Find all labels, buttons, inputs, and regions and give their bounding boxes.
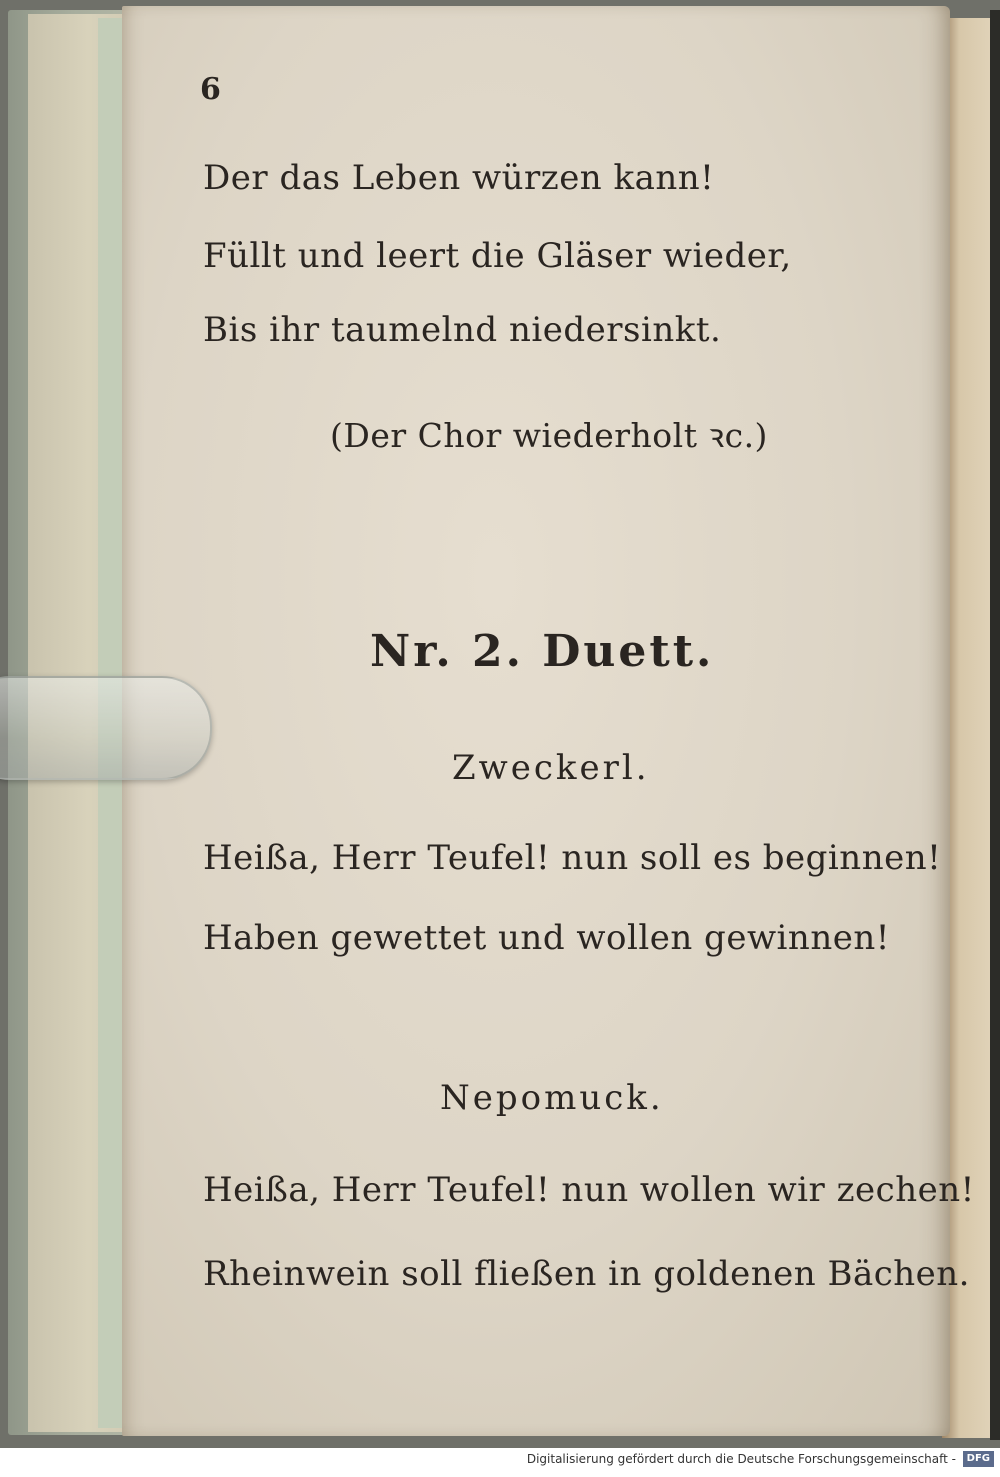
page-number: 6	[200, 72, 221, 107]
section-heading: Nr. 2. Duett.	[370, 626, 715, 677]
footer-credit: Digitalisierung gefördert durch die Deutsche Forschungsgemeinschaft -	[526, 1452, 956, 1466]
speaker-name: Zweckerl.	[452, 748, 650, 788]
verse-line: Heißa, Herr Teufel! nun wollen wir zechen!	[203, 1170, 975, 1210]
verse-line: Heißa, Herr Teufel! nun soll es beginnen!	[203, 838, 942, 878]
verse-line: Der das Leben würzen kann!	[203, 158, 715, 198]
book-page	[122, 6, 950, 1436]
verse-line: Bis ihr taumelnd niedersinkt.	[203, 310, 722, 350]
book-spine-shadow	[990, 10, 1000, 1440]
speaker-name: Nepomuck.	[440, 1078, 664, 1118]
dfg-logo: DFG	[963, 1451, 994, 1467]
verse-line: Füllt und leert die Gläser wieder,	[203, 236, 792, 276]
verse-line: Haben gewettet und wollen gewinnen!	[203, 918, 890, 958]
page-holder-clip	[0, 676, 212, 780]
verse-line: Rheinwein soll fließen in goldenen Bächen.	[203, 1254, 970, 1294]
stage-direction: (Der Chor wiederholt ꝛc.)	[330, 416, 768, 455]
